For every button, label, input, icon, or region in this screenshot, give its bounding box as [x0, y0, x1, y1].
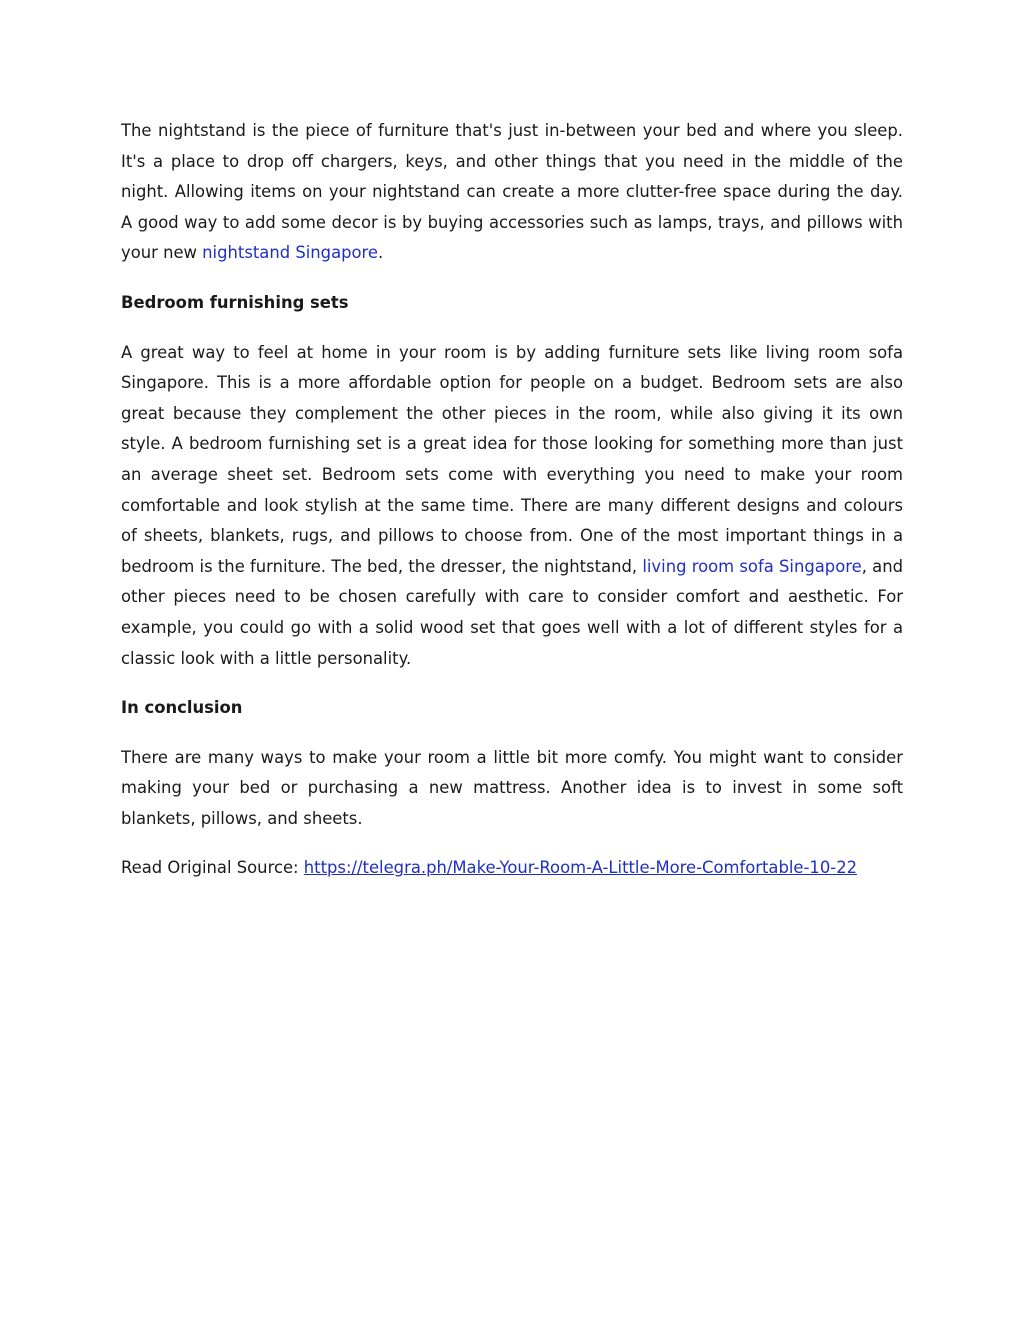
source-label: Read Original Source:	[121, 858, 304, 878]
paragraph-nightstand	[121, 116, 903, 269]
paragraph-text-end: .	[378, 243, 384, 263]
nightstand-singapore-link[interactable]: nightstand Singapore	[202, 243, 379, 263]
source-line	[121, 853, 903, 884]
document-page	[121, 116, 903, 884]
paragraph-text: The nightstand is the piece of furniture that's just in-between your bed and where you sleep. It's a place to drop off chargers, keys, and other things that you need in the middle of the night. Allowing items on your nightstand can create a more clutter-free space during the day. A good way to add some decor is by buying accessories such as lamps, trays, and pillows with your new	[121, 121, 903, 263]
section-heading-bedroom-sets: Bedroom furnishing sets	[121, 292, 349, 312]
paragraph-text-end: , and other pieces need to be chosen carefully with care to consider comfort and aesthetic. For example, you could go with a solid wood set that goes well with a lot of different styles for a classic look with a little personality.	[121, 556, 903, 668]
paragraph-bedroom-sets	[121, 338, 903, 675]
living-room-sofa-link[interactable]: living room sofa Singapore	[642, 556, 862, 576]
section-heading-conclusion: In conclusion	[121, 698, 243, 718]
paragraph-text: A great way to feel at home in your room is by adding furniture sets like living room sofa Singapore. This is a more affordable option for people on a budget. Bedroom sets are also great because they complement the other pieces in the room, while also giving it its own style. A bedroom furnishing set is a great idea for those looking for something more than just an average sheet set. Bedroom sets come with everything you need to make your room comfortable and look stylish at the same time. There are many different designs and colours of sheets, blankets, rugs, and pillows to choose from. One of the most important things in a bedroom is the furniture. The bed, the dresser, the nightstand,	[121, 342, 903, 576]
source-url-link[interactable]: https://telegra.ph/Make-Your-Room-A-Little-More-Comfortable-10-22	[303, 858, 858, 878]
paragraph-conclusion: There are many ways to make your room a little bit more comfy. You might want to consider making your bed or purchasing a new mattress. Another idea is to invest in some soft blankets, pillows, and sheets.	[121, 747, 903, 828]
